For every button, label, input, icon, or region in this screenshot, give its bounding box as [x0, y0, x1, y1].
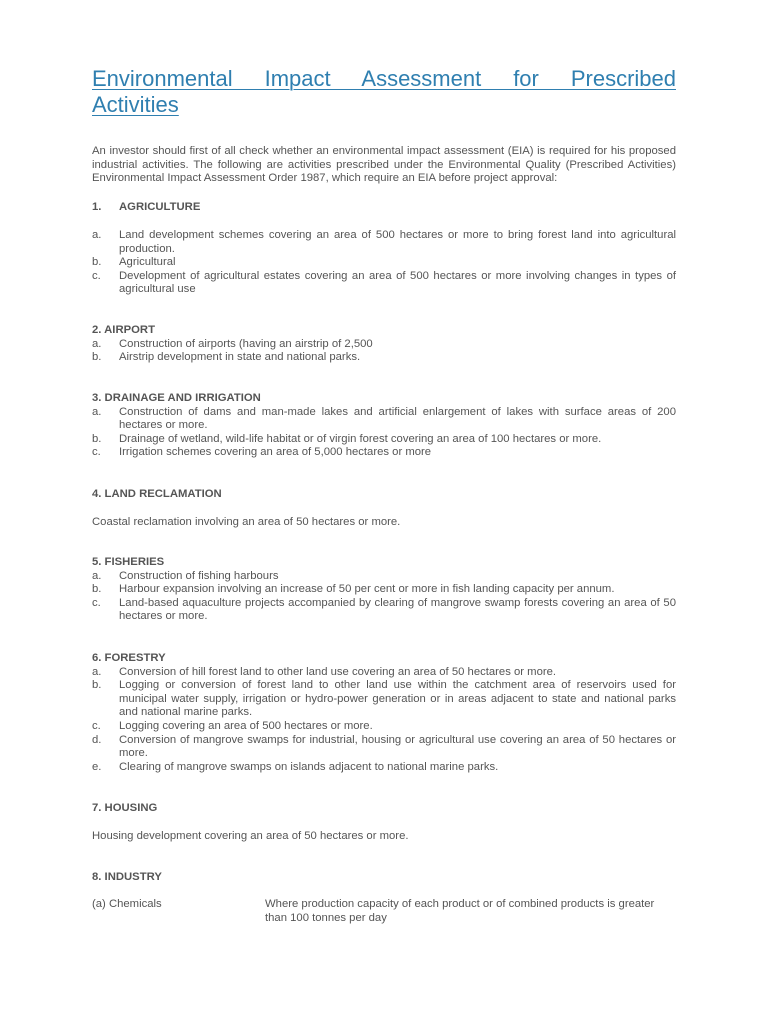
item-letter: c. [92, 446, 101, 459]
item-text: Agricultural [119, 256, 176, 269]
list-item [92, 446, 676, 460]
industry-table [92, 898, 676, 925]
section-fisheries [92, 556, 676, 624]
section-heading [92, 201, 676, 215]
item-text: Logging covering an area of 500 hectares or more. [119, 719, 373, 732]
document-title[interactable] [92, 66, 676, 118]
item-letter: a. [92, 229, 102, 241]
section-housing [92, 802, 676, 816]
item-text: Logging or conversion of forest land to other land use within the catchment area of reservoirs used for municipal water supply, irrigation or hydro-power generation or in areas adjacent to state and national parks and national marine parks. [119, 679, 676, 719]
item-letter: a. [92, 665, 102, 678]
item-letter: b. [92, 256, 102, 269]
section-heading: 5. FISHERIES [92, 556, 165, 568]
section-heading: 8. INDUSTRY [92, 871, 162, 883]
section-heading: 2. AIRPORT [92, 324, 155, 336]
item-text: Harbour expansion involving an increase of 50 per cent or more in fish landing capacity per annum. [119, 583, 615, 596]
item-text: Airstrip development in state and national parks. [119, 351, 361, 364]
item-text: Drainage of wetland, wild-life habitat or of virgin forest covering an area of 100 hectares or more. [119, 432, 602, 445]
section-agriculture [92, 201, 676, 215]
item-letter: c. [92, 269, 101, 282]
section-number: 1. [92, 201, 102, 213]
item-text: Clearing of mangrove swamps on islands adjacent to national marine parks. [119, 760, 499, 773]
section-heading: 3. DRAINAGE AND IRRIGATION [92, 392, 261, 404]
list-item [92, 597, 676, 624]
list-item [92, 270, 676, 297]
list-item [92, 761, 676, 775]
list-item [92, 666, 676, 680]
item-text: Construction of dams and man-made lakes and artificial enlargement of lakes with surface areas of 200 hectares or more. [119, 405, 676, 432]
item-letter: e. [92, 760, 102, 773]
list-item [92, 256, 676, 270]
section-title: AGRICULTURE [119, 201, 201, 213]
section-heading: 6. FORESTRY [92, 652, 166, 664]
section-industry [92, 871, 676, 885]
item-text: Irrigation schemes covering an area of 5,000 hectares or more [119, 446, 432, 459]
list-item [92, 570, 676, 584]
item-text: Land-based aquaculture projects accompanied by clearing of mangrove swamp forests covering an area of 50 hectares or more. [119, 596, 676, 623]
list-item [92, 734, 676, 761]
item-letter: a. [92, 569, 102, 582]
item-text: Construction of airports (having an airstrip of 2,500 [119, 337, 373, 350]
title-line-2: Activities [92, 92, 179, 117]
section-forestry [92, 652, 676, 774]
item-letter: c. [92, 596, 101, 609]
section-agriculture-items [92, 229, 676, 297]
item-letter: b. [92, 432, 102, 445]
item-text: Development of agricultural estates covering an area of 500 hectares or more involving changes in types of agricultural use [119, 269, 676, 296]
item-text: Land development schemes covering an area of 500 hectares or more to bring forest land into agricultural production. [119, 229, 676, 255]
item-letter: d. [92, 733, 102, 746]
list-item [92, 720, 676, 734]
industry-criteria: Where production capacity of each product or of combined products is greater than 100 tonnes per day [265, 898, 655, 924]
section-heading: 7. HOUSING [92, 802, 158, 814]
section-paragraph: Coastal reclamation involving an area of 50 hectares or more. [92, 516, 401, 528]
section-drainage-irrigation [92, 392, 676, 460]
list-item [92, 351, 676, 365]
section-paragraph: Housing development covering an area of 50 hectares or more. [92, 830, 409, 842]
item-letter: b. [92, 679, 102, 692]
list-item [92, 679, 676, 720]
section-land-reclamation [92, 488, 676, 502]
item-letter: c. [92, 719, 101, 732]
item-letter: a. [92, 337, 102, 350]
list-item [92, 229, 676, 256]
list-item [92, 583, 676, 597]
list-item [92, 406, 676, 433]
item-letter: a. [92, 405, 102, 418]
industry-category: (a) Chemicals [92, 898, 162, 910]
intro-paragraph: An investor should first of all check whether an environmental impact assessment (EIA) is required for his proposed industrial activities. The following are activities prescribed under the Environmental Quality (Prescribed Activities) Environmental Impact Assessment Order 1987, which require an EIA before project approval: [92, 145, 676, 185]
list-item [92, 338, 676, 352]
table-row [92, 898, 676, 925]
item-text: Conversion of mangrove swamps for industrial, housing or agricultural use covering an area of 50 hectares or more. [119, 733, 676, 760]
title-line-1: Environmental Impact Assessment for Prescribed [92, 66, 676, 91]
section-airport [92, 324, 676, 365]
item-text: Conversion of hill forest land to other land use covering an area of 50 hectares or more. [119, 665, 557, 678]
section-heading: 4. LAND RECLAMATION [92, 488, 222, 500]
list-item [92, 433, 676, 447]
item-text: Construction of fishing harbours [119, 569, 279, 582]
item-letter: b. [92, 351, 102, 364]
item-letter: b. [92, 583, 102, 596]
